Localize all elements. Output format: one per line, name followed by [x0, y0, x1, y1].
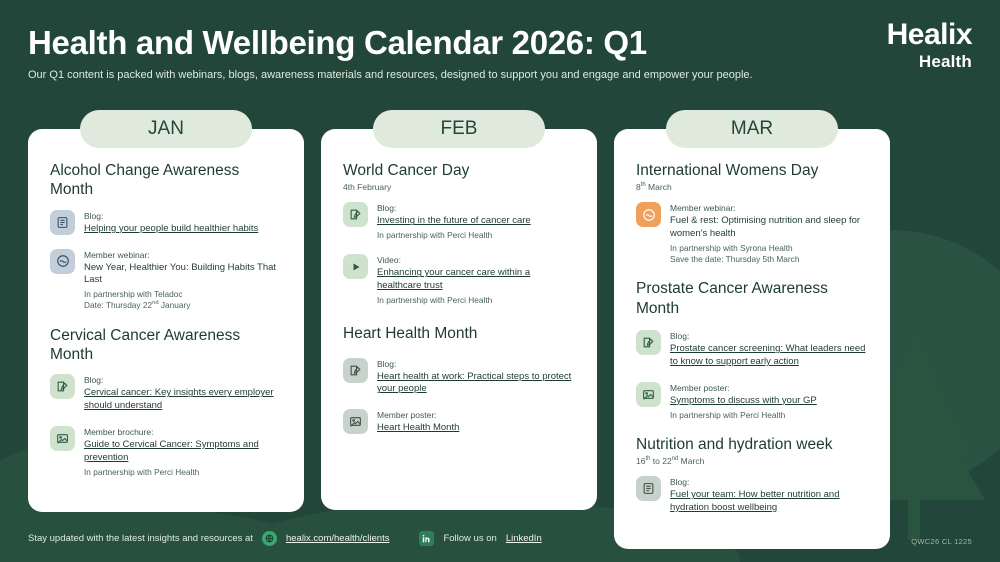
item-note: In partnership with Teladoc Date: Thursday 22nd January	[84, 289, 191, 311]
section-cervical-cancer	[50, 326, 282, 478]
item-note: In partnership with Perci Health	[84, 466, 200, 477]
item-kind: Member poster:	[670, 382, 730, 393]
item-kind: Blog:	[84, 210, 104, 221]
section-world-cancer-day	[343, 161, 575, 306]
list-item[interactable]	[343, 254, 575, 306]
section-title: International Womens Day	[636, 162, 819, 179]
item-link[interactable]: Enhancing your cancer care within a healthcare trust	[377, 267, 531, 292]
item-kind: Blog:	[377, 358, 397, 369]
healix-logo	[887, 20, 972, 72]
section-date: 16th to 22nd March	[636, 456, 705, 467]
list-item[interactable]	[636, 202, 868, 265]
list-item[interactable]	[636, 330, 868, 369]
list-item[interactable]	[636, 476, 868, 515]
month-card-mar	[614, 129, 890, 549]
website-link[interactable]: healix.com/health/clients	[285, 533, 390, 544]
section-nutrition-hydration	[636, 435, 868, 515]
item-kind: Member poster:	[377, 410, 437, 421]
linkedin-link[interactable]: LinkedIn	[505, 533, 542, 544]
section-date: 4th February	[343, 182, 392, 193]
section-international-womens-day	[636, 161, 868, 265]
list-item[interactable]	[50, 374, 282, 413]
section-title: Cervical Cancer Awareness Month	[50, 326, 241, 363]
item-text: New Year, Healthier You: Building Habits That Last	[84, 261, 277, 286]
month-pill-mar: MAR	[666, 110, 838, 148]
month-columns	[28, 110, 890, 549]
blog-icon	[343, 202, 368, 227]
webinar-icon	[636, 202, 661, 227]
month-card-jan	[28, 129, 304, 512]
poster-icon	[343, 409, 368, 434]
month-column-jan	[28, 110, 304, 549]
page-header	[28, 24, 753, 81]
item-link[interactable]: Prostate cancer screening: What leaders need to know to support early action	[670, 343, 866, 367]
month-pill-feb: FEB	[373, 110, 545, 148]
item-note: In partnership with Perci Health	[377, 295, 493, 305]
item-note: In partnership with Perci Health	[670, 409, 786, 420]
footer-text: Stay updated with the latest insights and resources at	[28, 533, 253, 544]
poster-icon	[636, 382, 661, 407]
item-kind: Video:	[377, 255, 401, 266]
item-link[interactable]: Cervical cancer: Key insights every employer should understand	[84, 387, 274, 412]
item-note: In partnership with Syrona Health Save the date: Thursday 5th March	[670, 243, 800, 265]
blog-icon	[636, 476, 661, 501]
list-item[interactable]	[50, 210, 282, 236]
month-card-feb	[321, 129, 597, 510]
logo-wordmark: Healix	[886, 18, 972, 51]
item-kind: Member webinar:	[670, 203, 736, 214]
section-alcohol-change	[50, 161, 282, 312]
item-kind: Member brochure:	[84, 426, 154, 437]
list-item[interactable]	[636, 382, 868, 421]
month-column-mar	[614, 110, 890, 549]
section-title: World Cancer Day	[343, 162, 470, 179]
list-item[interactable]	[50, 426, 282, 478]
document-code: QWC26 CL 1225	[911, 537, 972, 546]
blog-icon	[50, 374, 75, 399]
list-item[interactable]	[343, 358, 575, 397]
item-kind: Blog:	[377, 203, 397, 214]
item-kind: Member webinar:	[84, 249, 150, 260]
item-link[interactable]: Symptoms to discuss with your GP	[670, 394, 817, 406]
item-link[interactable]: Investing in the future of cancer care	[377, 215, 531, 227]
page-subtitle: Our Q1 content is packed with webinars, blogs, awareness materials and resources, designed to support you and engage and empower your people.	[28, 69, 753, 81]
item-kind: Blog:	[84, 375, 104, 386]
follow-text: Follow us on	[443, 533, 497, 544]
video-icon	[343, 254, 368, 279]
section-date: 8th March	[636, 182, 672, 193]
globe-icon	[262, 531, 277, 546]
item-note: In partnership with Perci Health	[377, 230, 493, 241]
webinar-icon	[50, 249, 75, 274]
section-heart-health	[343, 324, 575, 435]
logo-subtext: Health	[918, 52, 972, 71]
list-item[interactable]	[50, 249, 282, 312]
section-title: Heart Health Month	[343, 325, 478, 343]
item-link[interactable]: Helping your people build healthier habits	[84, 222, 259, 234]
month-pill-jan: JAN	[80, 110, 252, 148]
section-title: Alcohol Change Awareness Month	[50, 162, 240, 199]
brochure-icon	[50, 426, 75, 451]
linkedin-icon	[419, 531, 434, 546]
item-link[interactable]: Heart Health Month	[377, 422, 460, 434]
list-item[interactable]	[343, 409, 575, 435]
page-title: Health and Wellbeing Calendar 2026: Q1	[28, 24, 647, 61]
item-kind: Blog:	[670, 477, 690, 488]
blog-icon	[636, 330, 661, 355]
section-title: Prostate Cancer Awareness Month	[636, 280, 828, 317]
item-link[interactable]: Fuel your team: How better nutrition and hydration boost wellbeing	[670, 489, 840, 513]
item-link[interactable]: Guide to Cervical Cancer: Symptoms and prevention	[84, 438, 259, 463]
item-link[interactable]: Heart health at work: Practical steps to protect your people	[377, 370, 572, 395]
month-column-feb	[321, 110, 597, 549]
section-prostate-cancer	[636, 279, 868, 420]
list-item[interactable]	[343, 202, 575, 241]
item-kind: Blog:	[670, 331, 690, 342]
blog-icon	[343, 358, 368, 383]
section-title: Nutrition and hydration week	[636, 435, 833, 453]
blog-icon	[50, 210, 75, 235]
item-text: Fuel & rest: Optimising nutrition and sleep for women's health	[670, 215, 861, 240]
